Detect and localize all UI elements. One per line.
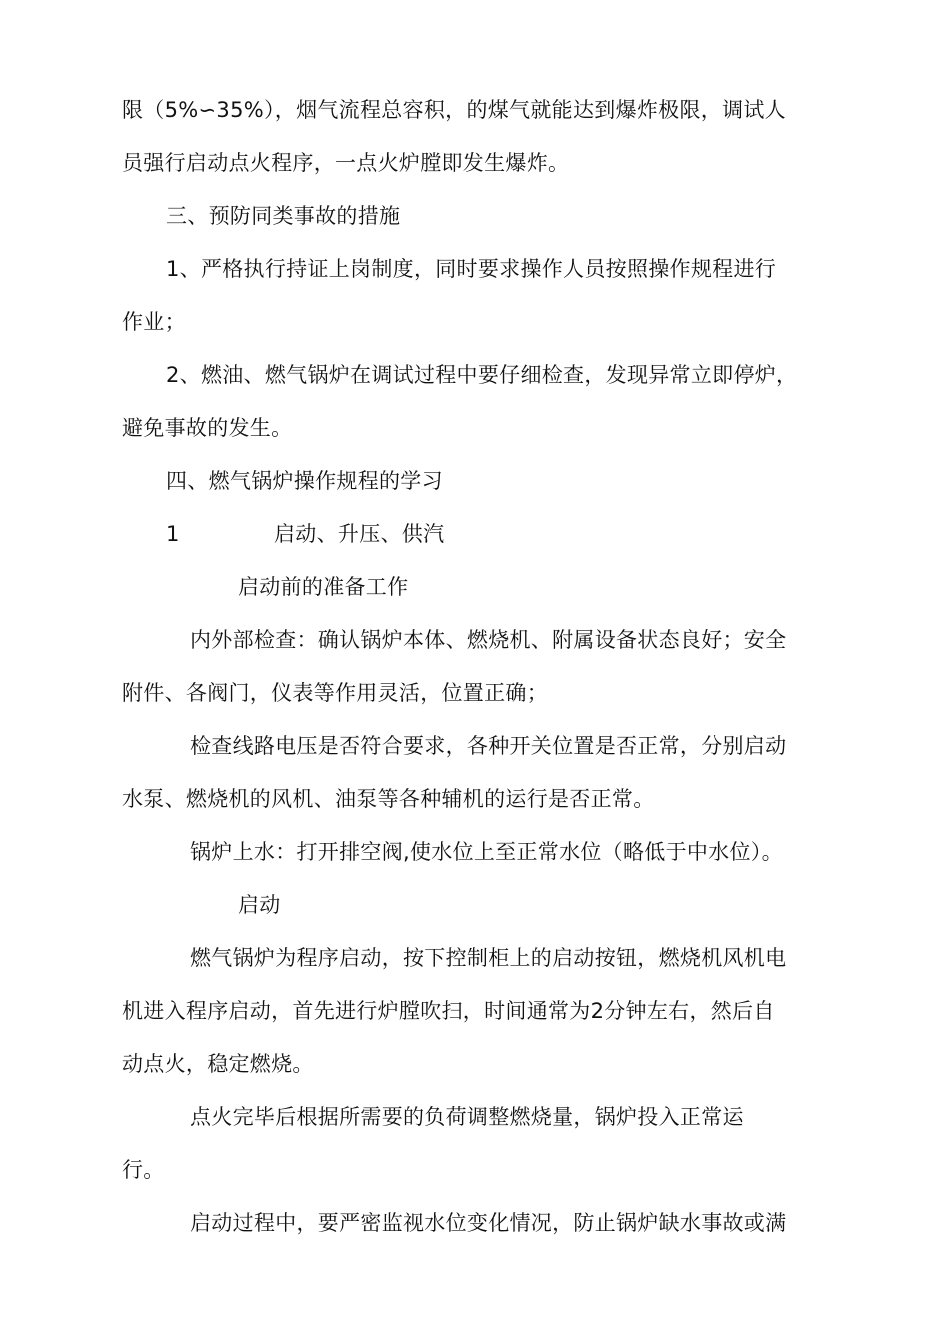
paragraph-line: 点火完毕后根据所需要的负荷调整燃烧量，锅炉投入正常运 <box>190 1105 744 1129</box>
paragraph-line: 限（5%∽35%），烟气流程总容积，的煤气就能达到爆炸极限，调试人 <box>122 98 786 122</box>
paragraph-line: 机进入程序启动，首先进行炉膛吹扫，时间通常为2分钟左右，然后自 <box>122 999 775 1023</box>
paragraph-line: 锅炉上水：打开排空阀,使水位上至正常水位（略低于中水位）。 <box>190 840 783 864</box>
paragraph-line: 动点火，稳定燃烧。 <box>122 1052 314 1076</box>
paragraph-line: 1、严格执行持证上岗制度，同时要求操作人员按照操作规程进行 <box>166 257 777 281</box>
paragraph-line: 启动过程中，要严密监视水位变化情况，防止锅炉缺水事故或满 <box>190 1211 787 1235</box>
subheading: 启动前的准备工作 <box>238 575 409 599</box>
section-heading: 三、预防同类事故的措施 <box>166 204 401 228</box>
paragraph-line: 检查线路电压是否符合要求，各种开关位置是否正常，分别启动 <box>190 734 787 758</box>
paragraph-line: 行。 <box>122 1158 165 1182</box>
section-heading: 四、燃气锅炉操作规程的学习 <box>166 469 443 493</box>
paragraph-line: 内外部检查：确认锅炉本体、燃烧机、附属设备状态良好；安全 <box>190 628 787 652</box>
paragraph-line: 2、燃油、燃气锅炉在调试过程中要仔细检查，发现异常立即停炉， <box>166 363 798 387</box>
paragraph-line: 燃气锅炉为程序启动，按下控制柜上的启动按钮，燃烧机风机电 <box>190 946 787 970</box>
subsection-title: 启动、升压、供汽 <box>274 522 445 546</box>
paragraph-line: 附件、各阀门，仪表等作用灵活，位置正确； <box>122 681 548 705</box>
paragraph-line: 员强行启动点火程序，一点火炉膛即发生爆炸。 <box>122 151 570 175</box>
paragraph-line: 避免事故的发生。 <box>122 416 293 440</box>
subheading: 启动 <box>238 893 281 917</box>
paragraph-line: 作业； <box>122 310 186 334</box>
paragraph-line: 水泵、燃烧机的风机、油泵等各种辅机的运行是否正常。 <box>122 787 655 811</box>
subsection-number: 1 <box>166 522 180 546</box>
